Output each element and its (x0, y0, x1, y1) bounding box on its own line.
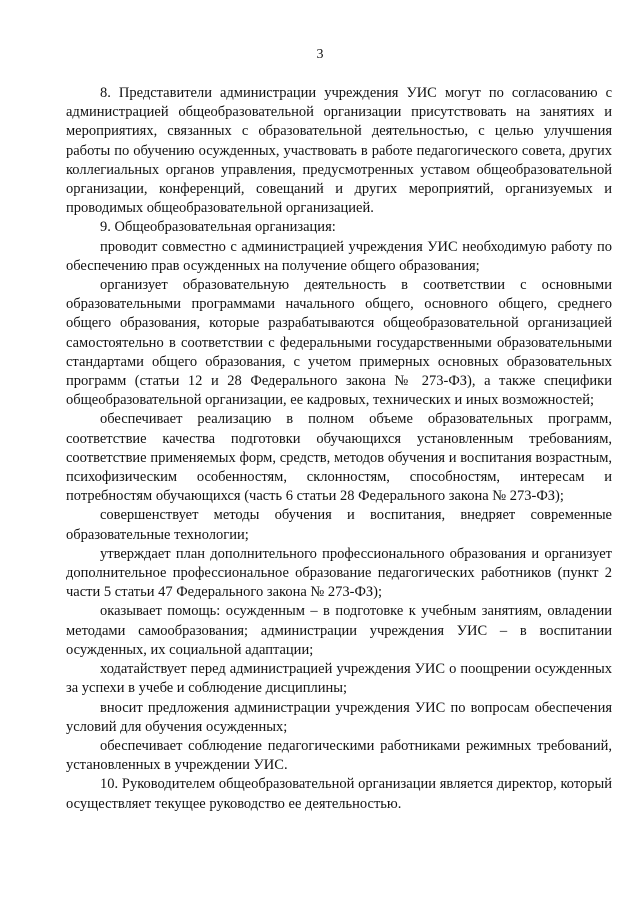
list-item-approves: утверждает план дополнительного профессионального образования и организует дополнительное профессиональное образование педагогических работников (пункт 2 части 5 статьи 47 Федерального закона № 273-ФЗ); (66, 545, 612, 601)
list-item-organizes: организует образовательную деятельность в соответствии с основными образовательными программами начального общего, основного общего, среднего общего образования, которые разрабатываются общеобразовательной организацией самостоятельно в соответствии с федеральными государственными образовательными стандартами общего образования, с учетом примерных основных образовательных программ (статьи 12 и 28 Федерального закона № 273-ФЗ), а также специфики общеобразовательной организации, ее кадровых, технических и иных возможностей; (66, 277, 612, 409)
list-item-assists: оказывает помощь: осужденным – в подготовке к учебным занятиям, овладении методами самообразования; администрации учреждения УИС – в воспитании осужденных, их социальной адаптации; (66, 603, 612, 658)
paragraph-8: 8. Представители администрации учреждения УИС могут по согласованию с администрацией общеобразовательной организации присутствовать на занятиях и мероприятиях, связанных с образовательной деятельностью, с целью улучшения работы по обучению осужденных, участвовать в работе педагогического совета, других коллегиальных органов управления, предусмотренных уставом общеобразовательной организации, конференций, совещаний и других мероприятий, организуемых и проводимых общеобразовательной организацией. (66, 85, 612, 217)
list-item-proposals: вносит предложения администрации учреждения УИС по вопросам обеспечения условий для обучения осужденных; (66, 699, 612, 735)
list-item-compliance: обеспечивает соблюдение педагогическими работниками режимных требований, установленных в учреждении УИС. (66, 737, 612, 774)
list-item-ensures: обеспечивает реализацию в полном объеме образовательных программ, соответствие качества подготовки обучающихся установленным требованиям, соответствие применяемых форм, средств, методов обучения и воспитания возрастным, психофизическим особенностям, склонностям, способностям, интересам и потребностям обучающихся (часть 6 статьи 28 Федерального закона № 273-ФЗ); (66, 411, 612, 505)
list-item-petitions: ходатайствует перед администрацией учреждения УИС о поощрении осужденных за успехи в учебе и соблюдение дисциплины; (66, 661, 612, 697)
paragraph-10: 10. Руководителем общеобразовательной организации является директор, который осуществляет текущее руководство ее деятельностью. (66, 776, 612, 812)
paragraph-9-heading: 9. Общеобразовательная организация: (100, 219, 336, 236)
list-item-rights: проводит совместно с администрацией учреждения УИС необходимую работу по обеспечению прав осужденных на получение общего образования; (66, 238, 612, 274)
list-item-improves: совершенствует методы обучения и воспитания, внедряет современные образовательные технологии; (66, 507, 612, 543)
page-number: 3 (316, 47, 324, 62)
document-body (66, 84, 612, 814)
